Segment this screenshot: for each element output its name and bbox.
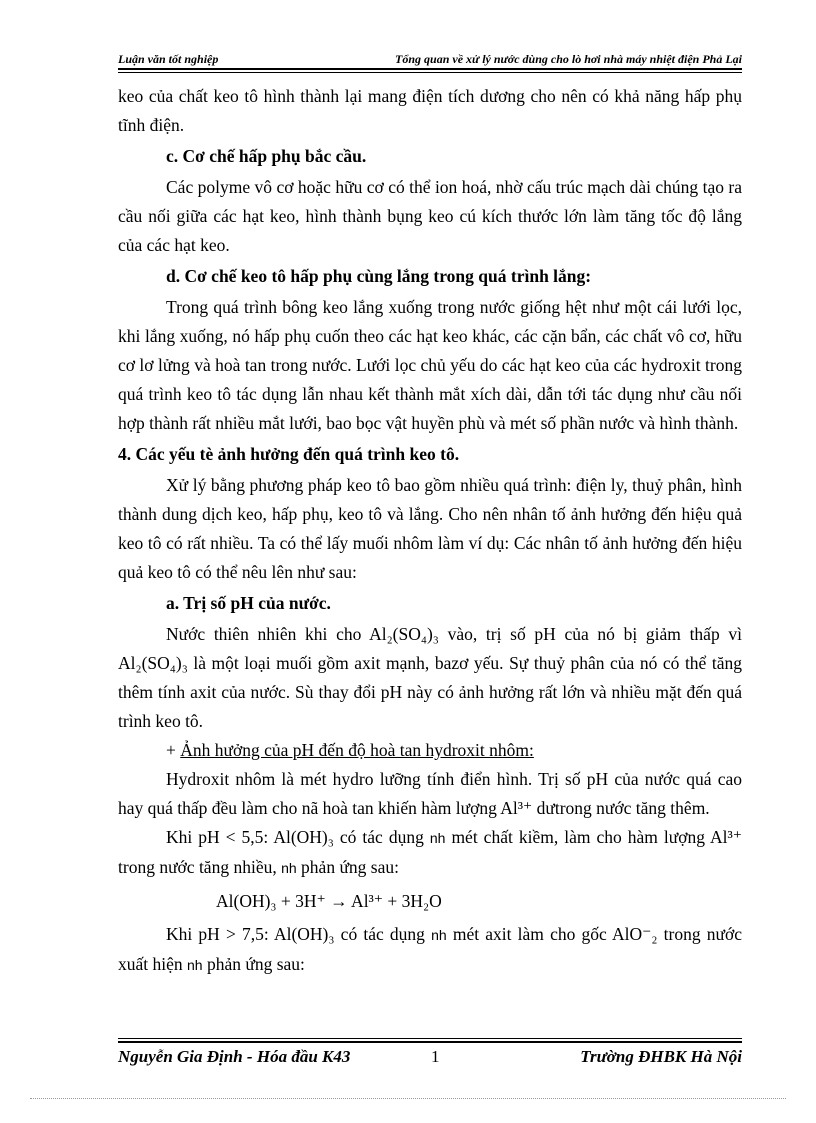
- paragraph-d: Trong quá trình bông keo lắng xuống trong nước giống hệt như một cái lưới lọc, khi lắng xuống, nó hấp phụ cuốn theo các hạt keo khác, các cặn bẩn, các chất vô cơ, hữu cơ lơ lửng và hoà tan trong nước. Lưới lọc chủ yếu do các hạt keo của các hydroxit trong quá trình keo tô tác dụng lẫn nhau kết thành mắt xích dài, dẫn tới tác dụng như cầu nối hợp thành rất nhiều mắt lưới, bao bọc vật huyền phù và mét số phần nước và hình thành.: [118, 297, 742, 433]
- paragraph-hydroxit: [118, 765, 742, 823]
- nh-fragment: nh: [429, 830, 446, 846]
- header-rule-thin: [118, 72, 742, 73]
- page-number: 1: [431, 1047, 440, 1066]
- sub-heading-line: [118, 736, 742, 765]
- paragraph-ph-low: [118, 823, 742, 883]
- formula-al3: Al³⁺: [500, 798, 533, 818]
- page-footer: [118, 1047, 742, 1073]
- text: dưtrong nước tăng thêm.: [536, 798, 710, 818]
- formula-al3-2: Al³⁺: [710, 827, 743, 847]
- text: mét chất kiềm, làm cho hàm lượng: [451, 827, 705, 847]
- heading-4: 4. Các yếu tè ảnh hưởng đến quá trình keo tô.: [118, 444, 460, 464]
- text: có tác dụng: [340, 924, 425, 944]
- footer-rule: [118, 1041, 742, 1043]
- formula-al2so43: Al₂(SO₄)₃: [369, 624, 439, 644]
- formula-alo2: AlO⁻₂: [611, 924, 658, 944]
- text: vào, trị số pH của nó bị giảm thấp vì: [447, 624, 742, 644]
- nh-fragment-4: nh: [187, 957, 203, 973]
- plus-sign: +: [166, 740, 176, 760]
- paragraph-c: Các polyme vô cơ hoặc hữu cơ có thể ion hoá, nhờ cấu trúc mạch dài chúng tạo ra cầu nối giữa các hạt keo, hình thành bụng keo cú kích thước lớn làm tăng tốc độ lắng của các hạt keo.: [118, 177, 742, 255]
- equation: Al(OH)₃ + 3H⁺ → Al³⁺ + 3H₂O: [216, 891, 442, 911]
- paragraph-continuation: keo của chất keo tô hình thành lại mang điện tích dương cho nên có khả năng hấp phụ tĩnh điện.: [118, 86, 742, 135]
- page-body: [118, 82, 742, 980]
- nh-fragment-3: nh: [431, 927, 447, 943]
- text: là một loại muối gồm axit mạnh, bazơ yếu. Sự thuỷ phân của nó có thể tăng thêm tính axit của nước. Sù thay đổi pH này có ảnh hưởng rất lớn và nhiều mặt đến quá trình keo tô.: [118, 653, 742, 731]
- nh-fragment-2: nh: [281, 860, 297, 876]
- heading-a: a. Trị số pH của nước.: [166, 593, 331, 613]
- text: mét axit làm cho gốc: [452, 924, 607, 944]
- text: trong nước tăng nhiều,: [118, 857, 277, 877]
- text: Khi pH < 5,5:: [166, 827, 269, 847]
- heading-d: d. Cơ chế keo tô hấp phụ cùng lắng trong quá trình lắng:: [166, 266, 592, 286]
- paragraph-ph-high: [118, 920, 742, 980]
- formula-al2so43-2: Al₂(SO₄)₃: [118, 653, 188, 673]
- page-header: [118, 49, 742, 69]
- header-right: Tổng quan về xử lý nước dùng cho lò hơi nhà máy nhiệt điện Phả Lại: [395, 52, 742, 66]
- footer-school: Trường ĐHBK Hà Nội: [580, 1047, 742, 1066]
- formula-aloh3-2: Al(OH)₃: [273, 924, 335, 944]
- header-left: Luận văn tốt nghiệp: [118, 52, 219, 66]
- paragraph-a: [118, 620, 742, 736]
- page-bottom-rule: [30, 1098, 786, 1099]
- header-rule: [118, 68, 742, 70]
- footer-author: Nguyễn Gia Định - Hóa đầu K43: [118, 1047, 351, 1066]
- text: phản ứng sau:: [301, 857, 399, 877]
- paragraph-4: Xử lý bằng phương pháp keo tô bao gồm nhiều quá trình: điện ly, thuỷ phân, hình thành dung dịch keo, hấp phụ, keo tô và lắng. Cho nên nhân tố ảnh hưởng đến hiệu quả keo tô có rất nhiều. Ta có thể lấy muối nhôm làm ví dụ: Các nhân tố ảnh hưởng đến hiệu quả keo tô có thể nêu lên như sau:: [118, 475, 742, 582]
- text: phản ứng sau:: [206, 954, 305, 974]
- sub-heading: Ảnh hưởng của pH đến độ hoà tan hydroxit nhôm:: [180, 740, 534, 760]
- footer-rule-thin: [118, 1038, 742, 1039]
- text: trong nước xuất hiện: [118, 924, 743, 974]
- text: Khi pH > 7,5:: [166, 924, 269, 944]
- text: Hydroxit nhôm là mét hydro lưỡng tính điển hình. Trị số pH của nước quá cao hay quá thấp đều làm cho nã hoà tan khiến hàm lượng: [118, 769, 742, 818]
- formula-aloh3: Al(OH)₃: [273, 827, 334, 847]
- text: có tác dụng: [339, 827, 424, 847]
- heading-c: c. Cơ chế hấp phụ bắc cầu.: [166, 146, 367, 166]
- text: Nước thiên nhiên khi cho: [166, 624, 362, 644]
